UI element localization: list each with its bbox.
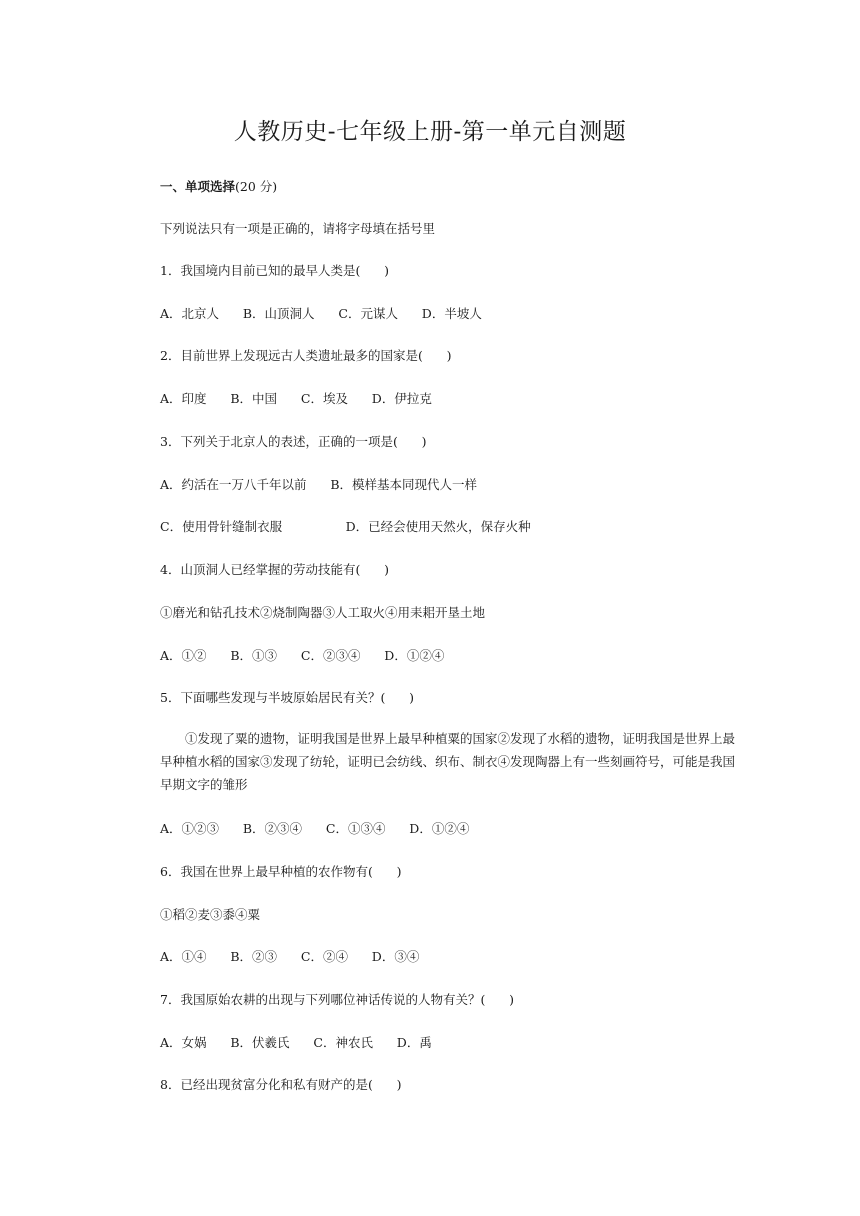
question-7: 7．我国原始农耕的出现与下列哪位神话传说的人物有关？( ) (160, 992, 515, 1007)
question-5-items: ①发现了粟的遗物，证明我国是世界上最早种植粟的国家②发现了水稻的遗物，证明我国是世界上最早种植水稻的国家③发现了纺轮，证明已会纺线、织布、制衣④发现陶器上有一些刻画符号，可能是我国早期文字的雏形 (160, 731, 736, 792)
question-3-options-row1: A．约活在一万八千年以前 B．模样基本同现代人一样 (160, 477, 478, 492)
question-4-items: ①磨光和钻孔技术②烧制陶器③人工取火④用耒耜开垦土地 (160, 605, 486, 620)
question-4: 4．山顶洞人已经掌握的劳动技能有( ) (160, 562, 390, 577)
question-3: 3．下列关于北京人的表述，正确的一项是( ) (160, 434, 427, 449)
question-6: 6．我国在世界上最早种植的农作物有( ) (160, 864, 402, 879)
document-title: 人教历史-七年级上册-第一单元自测题 (233, 119, 627, 145)
question-5-options: A．①②③ B．②③④ C．①③④ D．①②④ (160, 821, 470, 836)
question-7-options: A．女娲 B．伏羲氏 C．神农氏 D．禹 (160, 1035, 432, 1050)
question-2-options: A．印度 B．中国 C．埃及 D．伊拉克 (160, 391, 432, 406)
question-1-options: A．北京人 B．山顶洞人 C．元谋人 D．半坡人 (160, 306, 482, 321)
question-3-options-row2: C．使用骨针缝制衣服 D．已经会使用天然火，保存火种 (160, 519, 531, 534)
question-8: 8．已经出现贫富分化和私有财产的是( ) (160, 1077, 402, 1092)
question-6-options: A．①④ B．②③ C．②④ D．③④ (160, 949, 420, 964)
question-1: 1．我国境内目前已知的最早人类是( ) (160, 263, 390, 278)
section-title: 一、单项选择 (160, 179, 236, 194)
question-2: 2．目前世界上发现远古人类遗址最多的国家是( ) (160, 348, 452, 363)
question-5: 5．下面哪些发现与半坡原始居民有关？( ) (160, 690, 415, 705)
section-score: (20 分) (235, 179, 278, 194)
instruction-text: 下列说法只有一项是正确的，请将字母填在括号里 (160, 221, 436, 236)
question-6-items: ①稻②麦③黍④粟 (160, 907, 261, 922)
section-heading (160, 177, 277, 195)
question-4-options: A．①② B．①③ C．②③④ D．①②④ (160, 648, 445, 663)
